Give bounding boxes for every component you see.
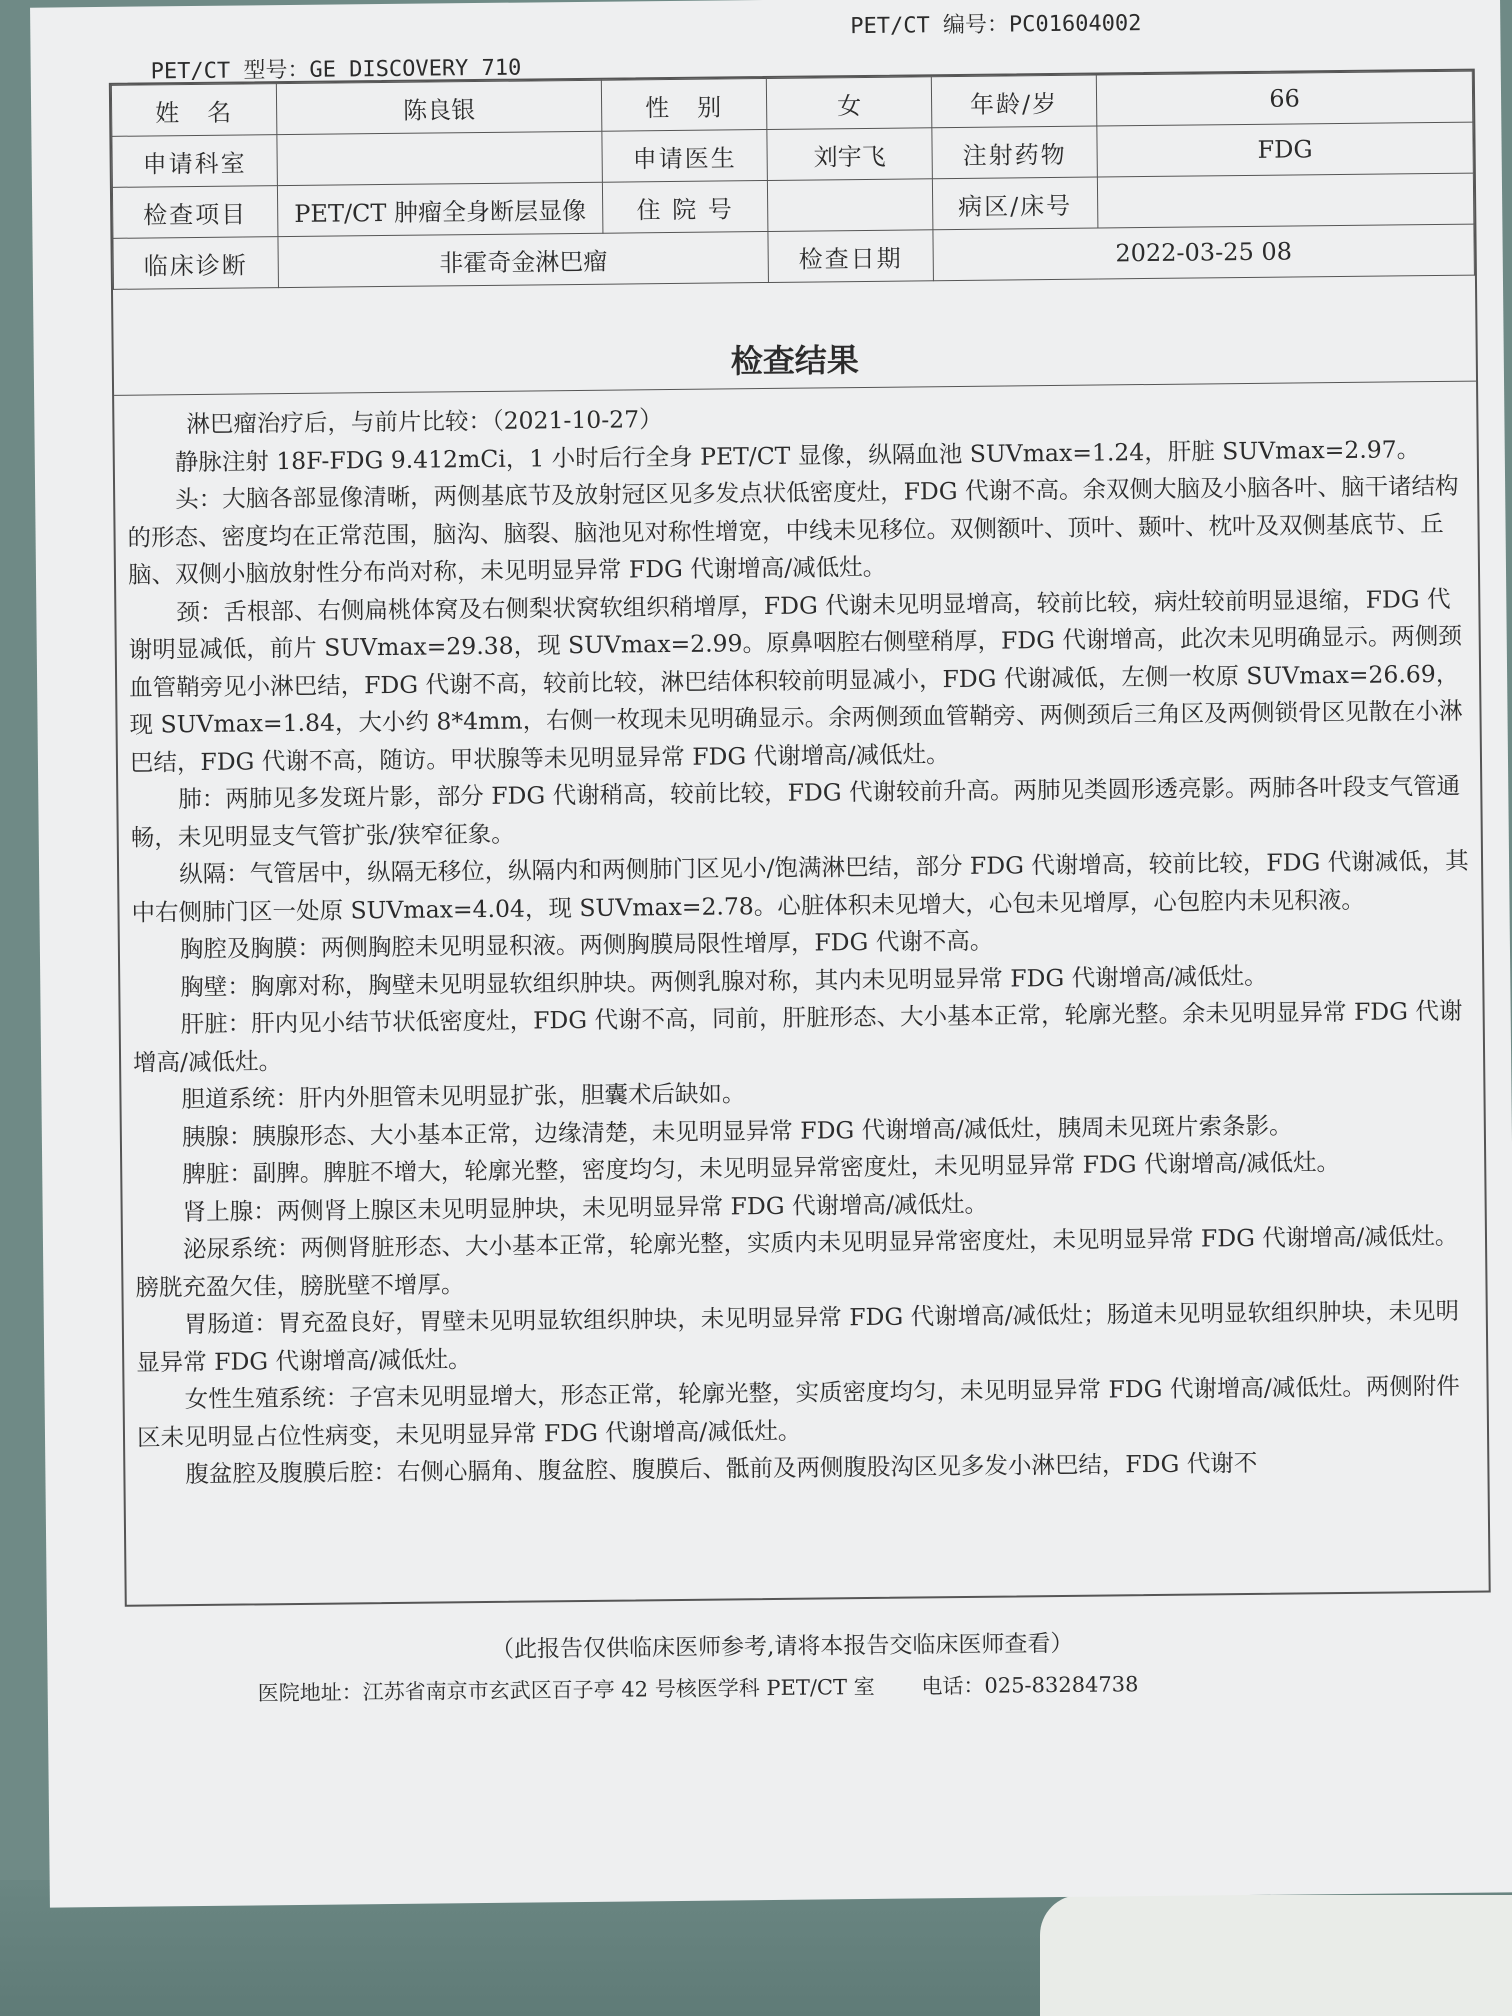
- report-paragraph: 脾脏：副脾。脾脏不增大，轮廓光整，密度均匀，未见明显异常密度灶，未见明显异常 FDG 代谢增高/减低灶。: [182, 1148, 1341, 1189]
- report-paragraph: 纵隔：气管居中，纵隔无移位，纵隔内和两侧肺门区见小/饱满淋巴结，部分 FDG 代谢增高，较前比较，FDG 代谢减低，其中右侧肺门区一处原 SUVmax=4.04，现 SUVmax=2.78。心脏体积未见增大，心包未见增厚，心包腔内未见积液。: [131, 846, 1469, 927]
- report-paragraph: 颈：舌根部、右侧扁桃体窝及右侧梨状窝软组织稍增厚，FDG 代谢未见明显增高，较前比较，病灶较前明显退缩，FDG 代谢明显减低，前片 SUVmax=29.38，现 SUVmax=2.99。原鼻咽腔右侧壁稍厚，FDG 代谢增高，此次未见明确显示。两侧颈血管鞘旁见小淋巴结，FDG 代谢不高，较前比较，淋巴结体积较前明显减小，FDG 代谢减低，左侧一枚原 SUVmax=26.69，现 SUVmax=1.84，大小约 8*4mm，右侧一枚现未见明确显示。余两侧颈血管鞘旁、两侧颈后三角区及两侧锁骨区见散在小淋巴结，FDG 代谢不高，随访。甲状腺等未见明显异常 FDG 代谢增高/减低灶。: [128, 584, 1463, 777]
- age-value: 66: [1096, 71, 1473, 126]
- phone-text: 电话：025-83284738: [921, 1672, 1139, 1699]
- background-tissue: [1040, 1895, 1512, 2016]
- doctor-label: 申请医生: [602, 129, 768, 182]
- inpatient-label: 住 院 号: [602, 180, 768, 233]
- name-value: 陈良银: [276, 80, 602, 134]
- report-paragraph: 胆道系统：肝内外胆管未见明显扩张，胆囊术后缺如。: [181, 1079, 746, 1114]
- report-paragraph: 肾上腺：两侧肾上腺区未见明显肿块，未见明显异常 FDG 代谢增高/减低灶。: [182, 1189, 989, 1226]
- report-paragraph: 女性生殖系统：子宫未见明显增大，形态正常，轮廓光整，实质密度均匀，未见明显异常 FDG 代谢增高/减低灶。两侧附件区未见明显占位性病变，未见明显异常 FDG 代谢增高/减低灶。: [136, 1371, 1460, 1452]
- report-paragraph: 胃肠道：胃充盈良好，胃壁未见明显软组织肿块，未见明显异常 FDG 代谢增高/减低灶；肠道未见明显软组织肿块，未见明显异常 FDG 代谢增高/减低灶。: [136, 1296, 1460, 1377]
- report-paragraph: 淋巴瘤治疗后，与前片比较：（2021-10-27）: [186, 405, 663, 439]
- item-label: 检查项目: [112, 186, 278, 239]
- date-label: 检查日期: [768, 230, 934, 283]
- report-code: PET/CT 编号：PC01604002: [850, 11, 1142, 40]
- report-paragraph: 胸腔及胸膜：两侧胸腔未见明显积液。两侧胸膜局限性增厚，FDG 代谢不高。: [179, 926, 994, 964]
- report-paragraph: 头：大脑各部显像清晰，两侧基底节及放射冠区见多发点状低密度灶，FDG 代谢不高。余双侧大脑及小脑各叶、脑干诸结构的形态、密度均在正常范围，脑沟、脑裂、脑池见对称性增宽，中线未见移位。双侧额叶、顶叶、颞叶、枕叶及双侧基底节、丘脑、双侧小脑放射性分布尚对称，未见明显异常 FDG 代谢增高/减低灶。: [127, 471, 1459, 589]
- drug-label: 注射药物: [932, 126, 1098, 179]
- report-paragraph: 胸壁：胸廓对称，胸壁未见明显软组织肿块。两侧乳腺对称，其内未见明显异常 FDG 代谢增高/减低灶。: [180, 961, 1268, 1001]
- ward-label: 病区/床号: [932, 177, 1098, 230]
- diagnosis-value: 非霍奇金淋巴瘤: [278, 231, 769, 287]
- date-value: 2022-03-25 08: [933, 224, 1475, 281]
- doctor-value: 刘宇飞: [767, 128, 933, 181]
- address-text: 医院地址：江苏省南京市玄武区百子亭 42 号核医学科 PET/CT 室: [257, 1674, 875, 1706]
- scanner-model: PET/CT 型号：GE DISCOVERY 710: [150, 55, 522, 85]
- age-label: 年龄/岁: [931, 75, 1097, 128]
- diagnosis-label: 临床诊断: [113, 237, 279, 290]
- result-title: 检查结果: [114, 329, 1476, 396]
- dept-value: [277, 131, 603, 185]
- report-paragraph: 静脉注射 18F-FDG 9.412mCi，1 小时后行全身 PET/CT 显像，纵隔血池 SUVmax=1.24，肝脏 SUVmax=2.97。: [174, 434, 1421, 476]
- report-paragraph: 肝脏：肝内见小结节状低密度灶，FDG 代谢不高，同前，肝脏形态、大小基本正常，轮廓光整。余未见明显异常 FDG 代谢增高/减低灶。: [132, 996, 1463, 1077]
- report-paragraph: 腹盆腔及腹膜后腔：右侧心膈角、腹盆腔、腹膜后、骶前及两侧腹股沟区见多发小淋巴结，FDG 代谢不: [185, 1448, 1258, 1489]
- report-paragraph: 肺：两肺见多发斑片影，部分 FDG 代谢稍高，较前比较，FDG 代谢较前升高。两肺见类圆形透亮影。两肺各叶段支气管通畅，未见明显支气管扩张/狭窄征象。: [130, 771, 1461, 852]
- sex-value: 女: [766, 77, 932, 130]
- sex-label: 性 别: [601, 78, 767, 131]
- patient-info-table: [111, 71, 1475, 290]
- ward-value: [1097, 173, 1474, 228]
- hospital-address: [258, 1668, 1139, 1707]
- drug-value: FDG: [1097, 122, 1474, 177]
- item-value: PET/CT 肿瘤全身断层显像: [277, 182, 603, 236]
- report-paragraph: 胰腺：胰腺形态、大小基本正常，边缘清楚，未见明显异常 FDG 代谢增高/减低灶，胰周未见斑片索条影。: [181, 1111, 1293, 1151]
- dept-label: 申请科室: [112, 135, 278, 188]
- disclaimer: （此报告仅供临床医师参考,请将本报告交临床医师查看）: [490, 1630, 1074, 1663]
- report-body: [126, 393, 1477, 1494]
- report-paper: [30, 0, 1512, 1908]
- inpatient-value: [767, 179, 933, 232]
- name-label: 姓 名: [111, 84, 277, 137]
- report-sheet: [109, 69, 1491, 1607]
- report-paragraph: 泌尿系统：两侧肾脏形态、大小基本正常，轮廓光整，实质内未见明显异常密度灶，未见明显异常 FDG 代谢增高/减低灶。膀胱充盈欠佳，膀胱壁不增厚。: [135, 1221, 1459, 1302]
